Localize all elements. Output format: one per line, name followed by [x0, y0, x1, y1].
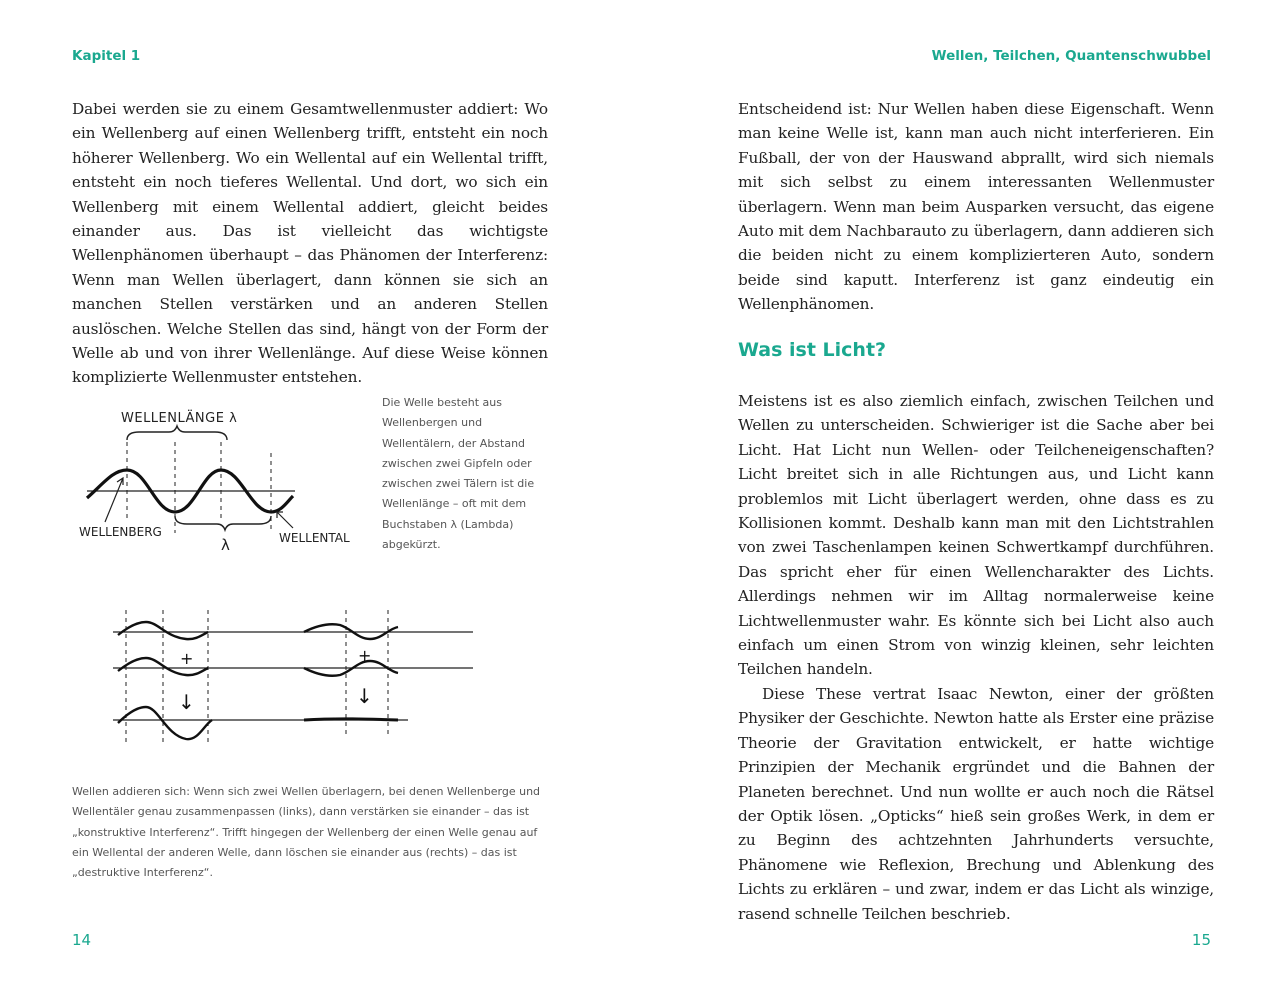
page-number-right: 15 — [1191, 931, 1211, 949]
left-wave-sum — [118, 707, 212, 739]
running-head-left: Kapitel 1 — [72, 48, 141, 64]
left-body-text — [72, 97, 548, 390]
trough-arrow — [277, 512, 293, 528]
left-page — [0, 0, 642, 1000]
right-paragraph-2: Meistens ist es also ziemlich einfach, zwischen Teilchen und Wellen zu unterscheiden. Schwieriger ist die Sache aber bei Licht. Hat Licht nun Wellen- oder Teilcheneigenschaften? Licht breitet sich in alle Richtungen aus, und Licht kann problemlos mit Licht überlagert werden, ohne dass es zu Kollisionen kommt. Deshalb kann man mit den Lichtstrahlen von zwei Taschenlampen keinen Schwertkampf durchführen. Das spricht eher für einen Wellencharakter des Lichts. Allerdings nehmen wir im Alltag normalerweise keine Lichtwellenmuster wahr. Es könnte sich bei Licht also auch einfach um einen Strom von winzig kleinen, sehr leichten Teilchen handeln. — [738, 392, 1214, 679]
wavelength-brace-bottom — [175, 516, 271, 530]
left-paragraph: Dabei werden sie zu einem Gesamtwellenmuster addiert: Wo ein Wellenberg auf einen Wellenberg trifft, entsteht ein noch höherer Wellenberg. Wo ein Wellental auf ein Wellental trifft, entsteht ein noch tieferes Wellental. Und dort, wo sich ein Wellenberg mit einem Wellental addiert, gleicht beides einander aus. Das ist vielleicht das wichtigste Wellenphänomen überhaupt – das Phänomen der Interferenz: Wenn man Wellen überlagert, dann können sie sich an manchen Stellen verstärken und an anderen Stellen auslöschen. Welche Stellen das sind, hängt von der Form der Welle ab und von ihrer Wellenlänge. Auf diese Weise können komplizierte Wellenmuster entstehen. — [72, 100, 548, 387]
wavelength-figure — [75, 398, 370, 558]
section-heading: Was ist Licht? — [738, 339, 887, 361]
running-head-right: Wellen, Teilchen, Quantenschwubbel — [931, 48, 1211, 64]
figure2-caption: Wellen addieren sich: Wenn sich zwei Wellen überlagern, bei denen Wellenberge und Wellentäler genau zusammenpassen (links), dann verstärken sie einander – das ist „konstruktive Interferenz“. Trifft hingegen der Wellenberg der einen Welle genau auf ein Wellental der anderen Welle, dann löschen sie einander aus (rechts) – das ist „destruktive Interferenz“. — [72, 785, 541, 880]
wavelength-brace-top — [127, 426, 227, 440]
crest-arrow — [105, 478, 123, 522]
right-paragraph-1: Entscheidend ist: Nur Wellen haben diese Eigenschaft. Wenn man keine Welle ist, kann man auch nicht interferieren. Ein Fußball, der von der Hauswand abprallt, wird sich niemals mit sich selbst zu einem interessanten Wellenmuster überlagern. Wenn man beim Ausparken versucht, das eigene Auto mit dem Nachbarauto zu überlagern, dann addieren sich die beiden nicht zu einem komplizierteren Auto, sondern beide sind kaputt. Interferenz ist ganz eindeutig ein Wellenphänomen. — [738, 100, 1214, 314]
right-wave-sum — [304, 719, 398, 720]
right-paragraph-3: Diese These vertrat Isaac Newton, einer der größten Physiker der Geschichte. Newton hatte als Erster eine präzise Theorie der Gravitation entwickelt, er hatte wichtige Prinzipien der Mechanik ergründet und die Bahnen der Planeten berechnet. Und nun wollte er auch noch die Rätsel der Optik lösen. „Opticks“ hieß sein großes Werk, in dem er zu Beginn des achtzehnten Jahrhunderts versuchte, Phänomene wie Reflexion, Brechung und Ablenkung des Lichts zu erklären – und zwar, indem er das Licht als winzige, rasend schnelle Teilchen beschrieb. — [738, 684, 1214, 923]
label-crest: WELLENBERG — [79, 525, 162, 539]
label-lambda: λ — [221, 536, 230, 554]
right-page — [643, 0, 1285, 1000]
arrow-left: ↓ — [178, 690, 195, 714]
arrow-right: ↓ — [356, 684, 373, 708]
figure1-caption: Die Welle besteht aus Wellenbergen und Wellentälern, der Abstand zwischen zwei Gipfeln oder zwischen zwei Tälern ist die Wellenlänge – oft mit dem Buchstaben λ (Lambda) abgekürzt. — [382, 396, 535, 552]
right-body-text-bottom — [738, 389, 1214, 926]
label-trough: WELLENTAL — [279, 531, 350, 545]
label-wavelength: WELLENLÄNGE λ — [121, 411, 238, 426]
page-number-left: 14 — [72, 931, 92, 949]
plus-left: + — [180, 649, 194, 668]
right-body-text-top — [738, 97, 1214, 317]
plus-right: + — [358, 646, 372, 665]
interference-figure — [108, 605, 483, 750]
